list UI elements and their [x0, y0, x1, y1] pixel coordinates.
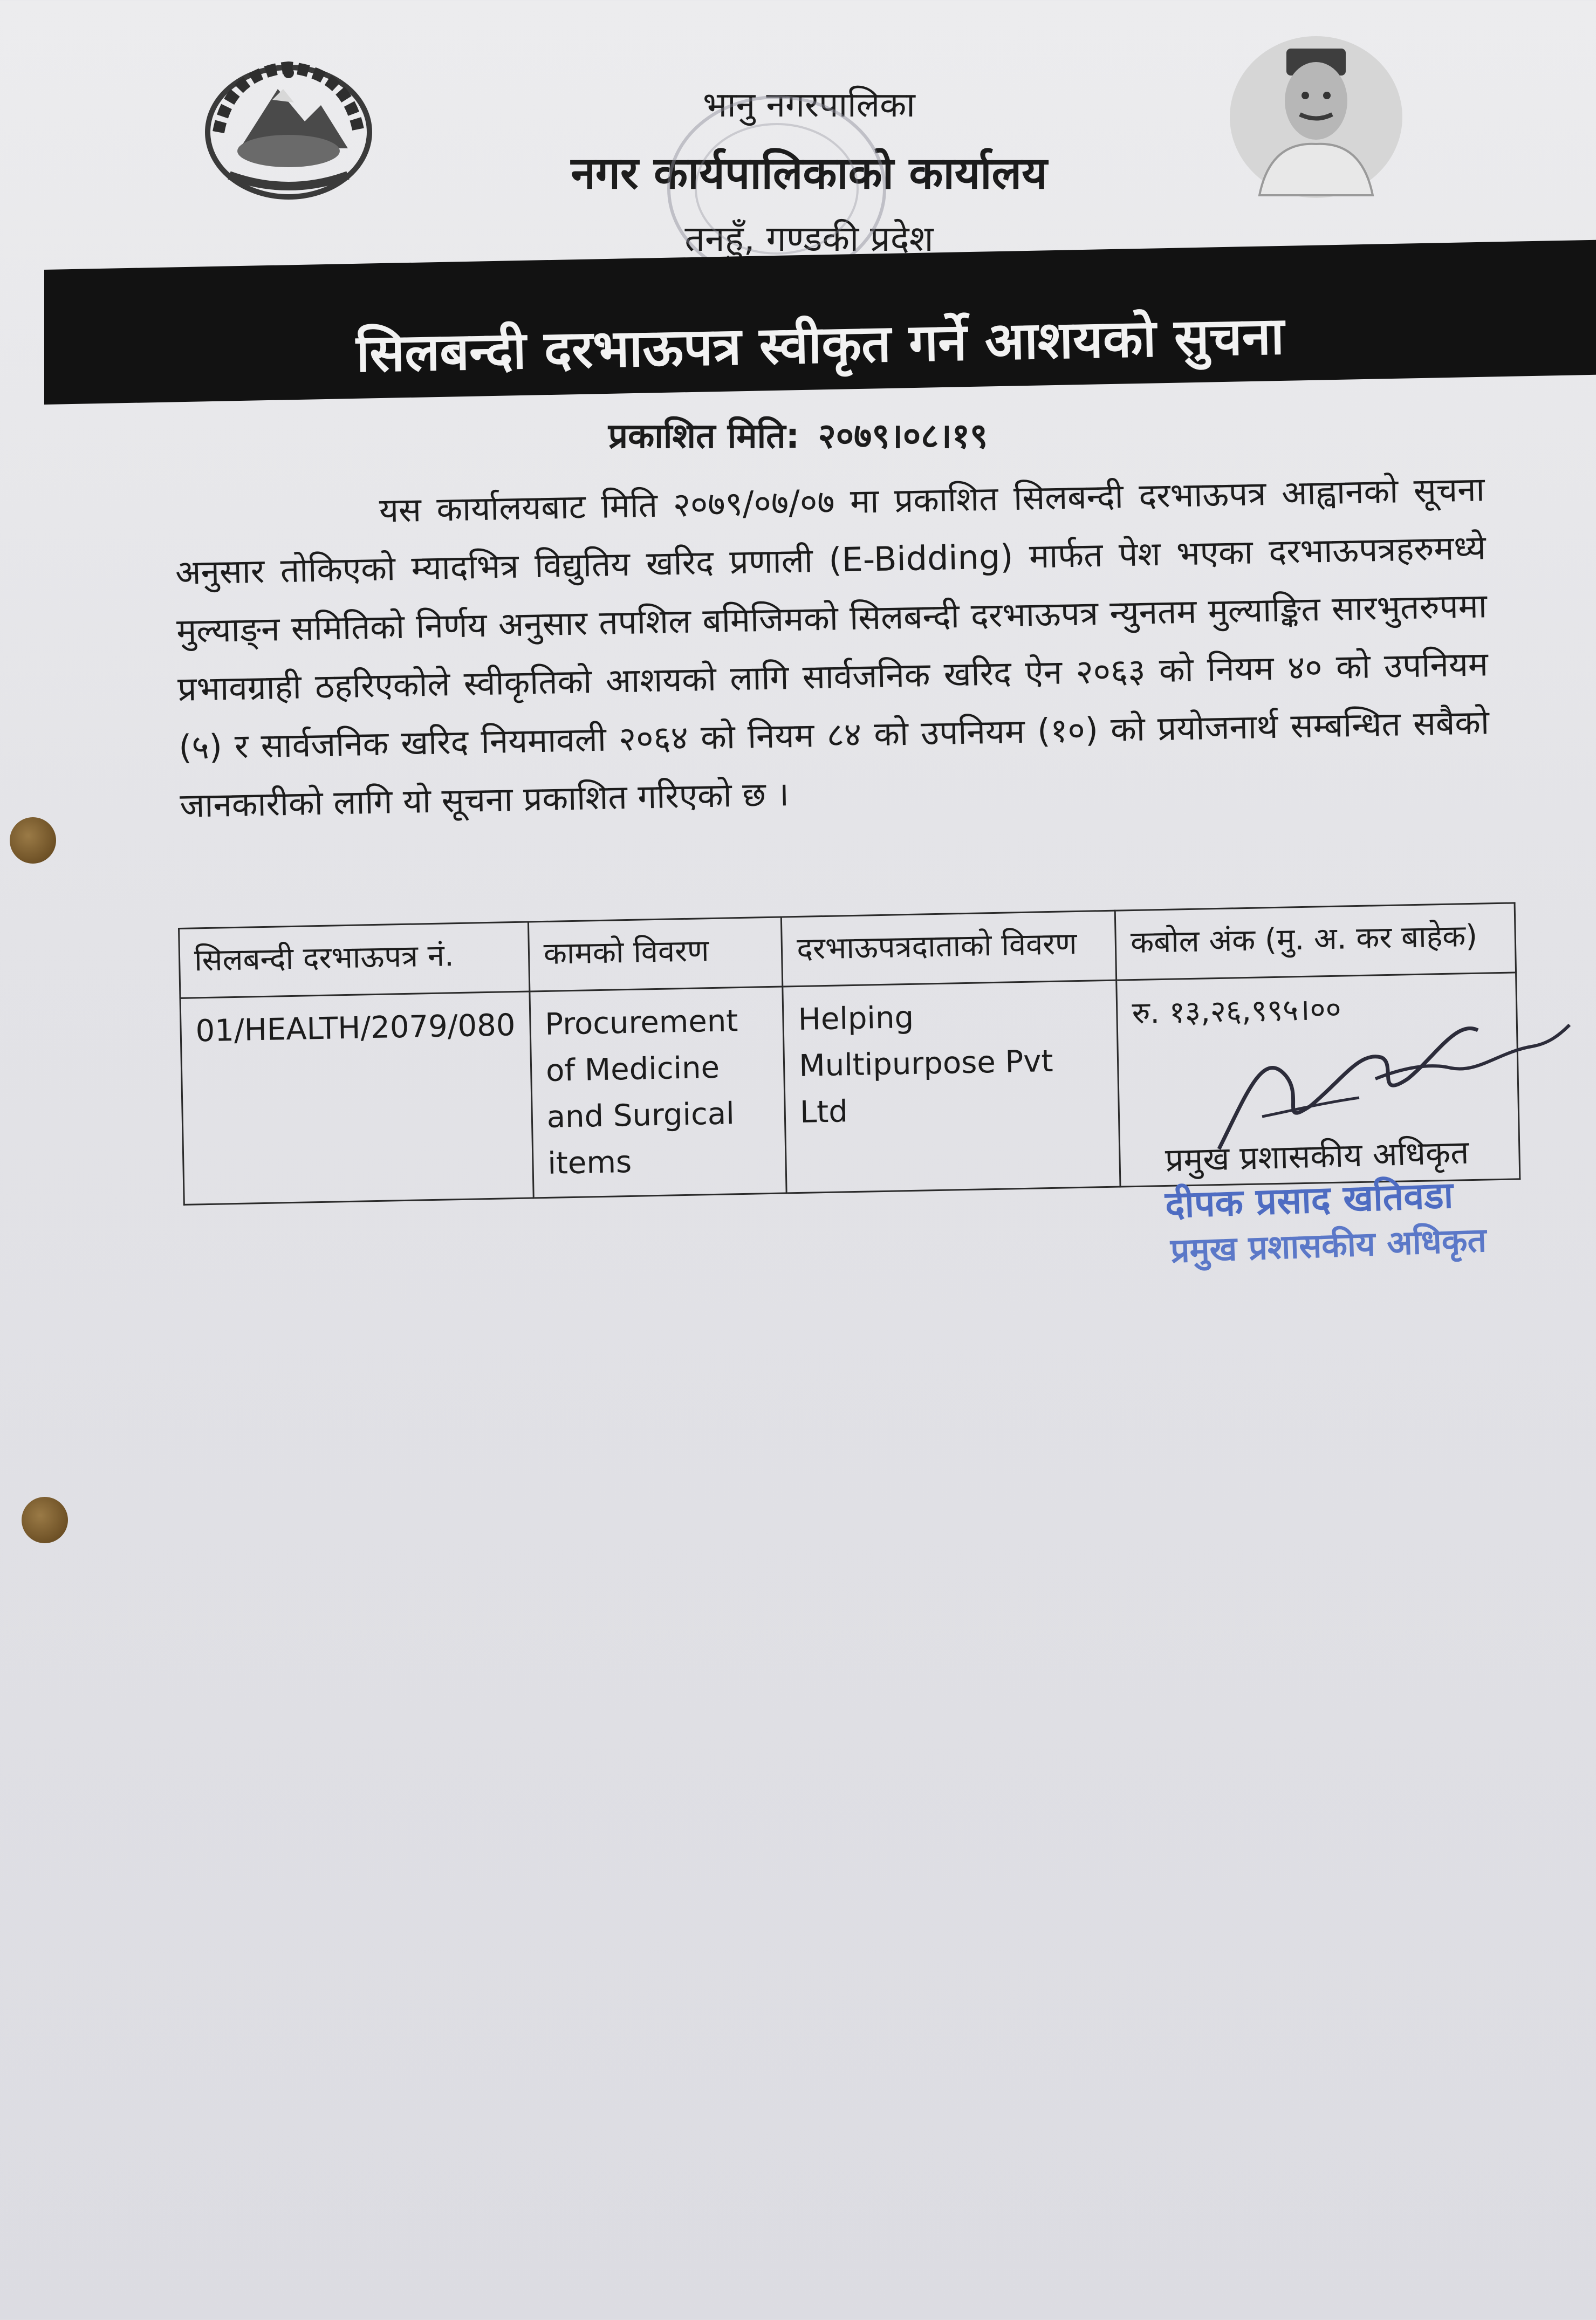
signatory-title: प्रमुख प्रशासकीय अधिकृत: [1165, 1133, 1470, 1180]
header-bidder-details: दरभाऊपत्रदाताको विवरण: [782, 911, 1116, 987]
cell-bid-number: 01/HEALTH/2079/080: [180, 991, 533, 1205]
office-name: नगर कार्यपालिकाको कार्यालय: [571, 148, 1047, 199]
published-date: [0, 411, 1596, 458]
published-date-label: प्रकाशित मिति:: [608, 416, 800, 456]
header-work-description: कामको विवरण: [528, 917, 783, 991]
punch-hole-icon: [22, 1497, 68, 1543]
punch-hole-icon: [10, 817, 56, 864]
portrait-image: [1227, 33, 1405, 201]
municipality-name: भानु नगरपालिका: [703, 85, 915, 125]
cell-bidder-details: Helping Multipurpose Pvt Ltd: [783, 980, 1120, 1193]
office-location: तनहुँ, गण्डकी प्रदेश: [684, 218, 934, 259]
notice-body: यस कार्यालयबाट मिति २०७९/०७/०७ मा प्रकाशित सिलबन्दी दरभाऊपत्र आह्वानको सूचना अनुसार तोकिएको म्यादभित्र विद्युतिय खरिद प्रणाली (E-Bidding) मार्फत पेश भएका दरभाऊपत्रहरुमध्ये मुल्याङ्न समितिको निर्णय अनुसार तपशिल बमिजिमको सिलबन्दी दरभाऊपत्र न्युनतम मुल्याङ्कित सारभुतरुपमा प्रभावग्राही ठहरिएकोले स्वीकृतिको आशयको लागि सार्वजनिक खरिद ऐन २०६३ को नियम ४० को उपनियम (५) र सार्वजनिक खरिद नियमावली २०६४ को नियम ८४ को उपनियम (१०) को प्रयोजनार्थ सम्बन्धित सबैको जानकारीको लागि यो सूचना प्रकाशित गरिएको छ ।: [175, 469, 1490, 825]
cell-bid-amount: रु. १३,२६,९९५।००: [1116, 973, 1520, 1187]
header-bid-number: सिलबन्दी दरभाऊपत्र नं.: [179, 922, 530, 998]
cell-work-description: Procurement of Medicine and Surgical items: [530, 987, 787, 1198]
nepal-emblem-icon: [197, 51, 380, 202]
header-bid-amount: कबोल अंक (मु. अ. कर बाहेक): [1115, 903, 1516, 980]
stamp-officer-name: दीपक प्रसाद खतिवडा: [1164, 1174, 1454, 1227]
notice-title: सिलबन्दी दरभाऊपत्र स्वीकृत गर्ने आशयको सुचना: [355, 305, 1285, 384]
published-date-value: २०७९।०८।१९: [818, 416, 988, 456]
stamp-officer-title: प्रमुख प्रशासकीय अधिकृत: [1169, 1220, 1487, 1271]
